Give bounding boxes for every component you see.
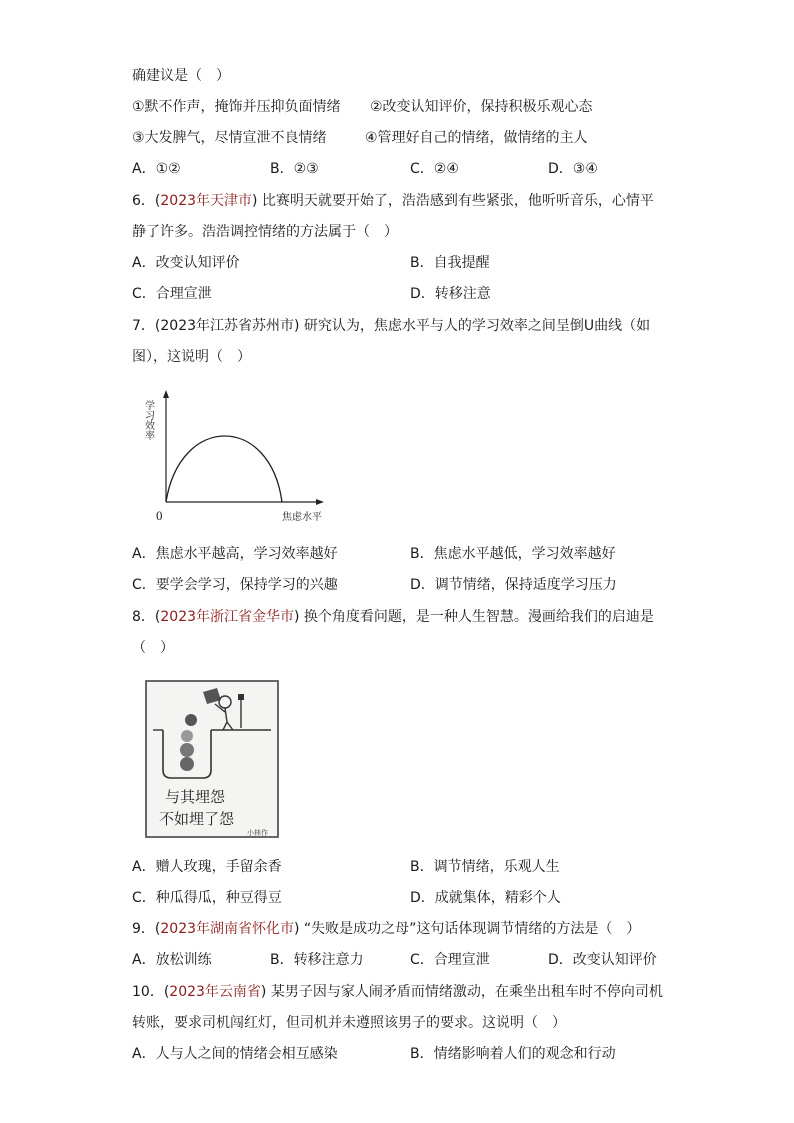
q7-option-a[interactable]: A．焦虑水平越高，学习效率越好 — [132, 546, 338, 562]
cartoon-image — [143, 678, 281, 840]
q8-number: 8．( — [132, 609, 161, 625]
q6-text-1: ) 比赛明天就要开始了，浩浩感到有些紧张，他听听音乐，心情平 — [252, 193, 654, 209]
q10-option-a[interactable]: A．人与人之间的情绪会相互感染 — [132, 1046, 338, 1062]
q5-option-a[interactable]: A．①② — [132, 161, 181, 177]
q10-option-b[interactable]: B．情绪影响着人们的观念和行动 — [410, 1046, 616, 1062]
x-axis-label: 焦虑水平 — [282, 512, 322, 523]
y-axis-label: 学习效率 — [142, 400, 154, 440]
q7-text-1: ) 研究认为，焦虑水平与人的学习效率之间呈倒U曲线（如 — [294, 318, 651, 334]
q8-source: 2023年浙江省金华市 — [160, 609, 295, 625]
q6-option-c[interactable]: C．合理宣泄 — [132, 286, 212, 302]
x-axis-arrow-icon — [316, 499, 324, 505]
q8-text-1: ) 换个角度看问题，是一种人生智慧。漫画给我们的启迪是 — [294, 609, 654, 625]
q9-text-1: ) “失败是成功之母”这句话体现调节情绪的方法是（ ） — [294, 921, 641, 937]
q9-option-d[interactable]: D．改变认知评价 — [548, 952, 657, 968]
q10-source: 2023年云南省 — [169, 984, 261, 1000]
cartoon-caption-1: 与其埋怨 — [165, 788, 226, 806]
q9-option-b[interactable]: B．转移注意力 — [270, 952, 364, 968]
q6-source: 2023年天津市 — [160, 193, 253, 209]
q9-option-c[interactable]: C．合理宣泄 — [410, 952, 490, 968]
q6-stem-line-2: 静了许多。浩浩调控情绪的方法属于（ ） — [132, 224, 398, 240]
q5-stem-tail: 确建议是（ ） — [132, 68, 230, 84]
q8-option-d[interactable]: D．成就集体，精彩个人 — [410, 890, 561, 906]
buried-ball-icon — [180, 757, 194, 771]
q8-stem-line-2: （ ） — [132, 640, 174, 656]
q9-option-a[interactable]: A．放松训练 — [132, 952, 212, 968]
q7-option-d[interactable]: D．调节情绪，保持适度学习压力 — [410, 577, 617, 593]
q5-item-1: ①默不作声，掩饰并压抑负面情绪 — [132, 99, 341, 115]
inverted-u-graph — [140, 384, 340, 524]
q5-option-c[interactable]: C．②④ — [410, 161, 459, 177]
q7-number: 7．( — [132, 318, 161, 334]
q9-stem-line-1 — [132, 919, 640, 939]
q7-stem-line-1 — [132, 316, 650, 336]
q5-option-b[interactable]: B．②③ — [270, 161, 319, 177]
q9-source: 2023年湖南省怀化市 — [160, 921, 295, 937]
q10-text-1: ) 某男子因与家人闹矛盾而情绪激动，在乘坐出租车时不停向司机 — [260, 984, 663, 1000]
q5-item-4: ④管理好自己的情绪，做情绪的主人 — [365, 130, 588, 146]
q7-option-b[interactable]: B．焦虑水平越低，学习效率越好 — [410, 546, 616, 562]
q5-item-3: ③大发脾气，尽情宣泄不良情绪 — [132, 130, 327, 146]
q8-option-a[interactable]: A．赠人玫瑰，手留余香 — [132, 859, 282, 875]
inverted-u-curve — [166, 436, 282, 502]
q6-option-d[interactable]: D．转移注意 — [410, 286, 491, 302]
q6-number: 6．( — [132, 193, 161, 209]
cartoon-author: 小林作 — [247, 829, 268, 837]
q6-option-a[interactable]: A．改变认知评价 — [132, 255, 240, 271]
q9-number: 9．( — [132, 921, 161, 937]
q6-option-b[interactable]: B．自我提醒 — [410, 255, 490, 271]
q8-option-c[interactable]: C．种瓜得瓜，种豆得豆 — [132, 890, 282, 906]
q10-number: 10．( — [132, 984, 170, 1000]
q6-stem-line-1 — [132, 191, 654, 211]
q10-stem-line-2: 转账，要求司机闯红灯，但司机并未遵照该男子的要求。这说明（ ） — [132, 1015, 566, 1031]
origin-label: 0 — [156, 508, 163, 523]
q8-stem-line-1 — [132, 607, 654, 627]
cartoon-caption-2: 不如埋了怨 — [159, 810, 235, 828]
q7-option-c[interactable]: C．要学会学习，保持学习的兴趣 — [132, 577, 338, 593]
q7-source: 2023年江苏省苏州市 — [160, 318, 295, 334]
q10-stem-line-1 — [132, 982, 663, 1002]
q5-item-2: ②改变认知评价，保持积极乐观心态 — [370, 99, 593, 115]
q7-stem-line-2: 图），这说明（ ） — [132, 349, 251, 365]
q5-option-d[interactable]: D．③④ — [548, 161, 598, 177]
q8-option-b[interactable]: B．调节情绪，乐观人生 — [410, 859, 560, 875]
y-axis-arrow-icon — [163, 390, 169, 398]
